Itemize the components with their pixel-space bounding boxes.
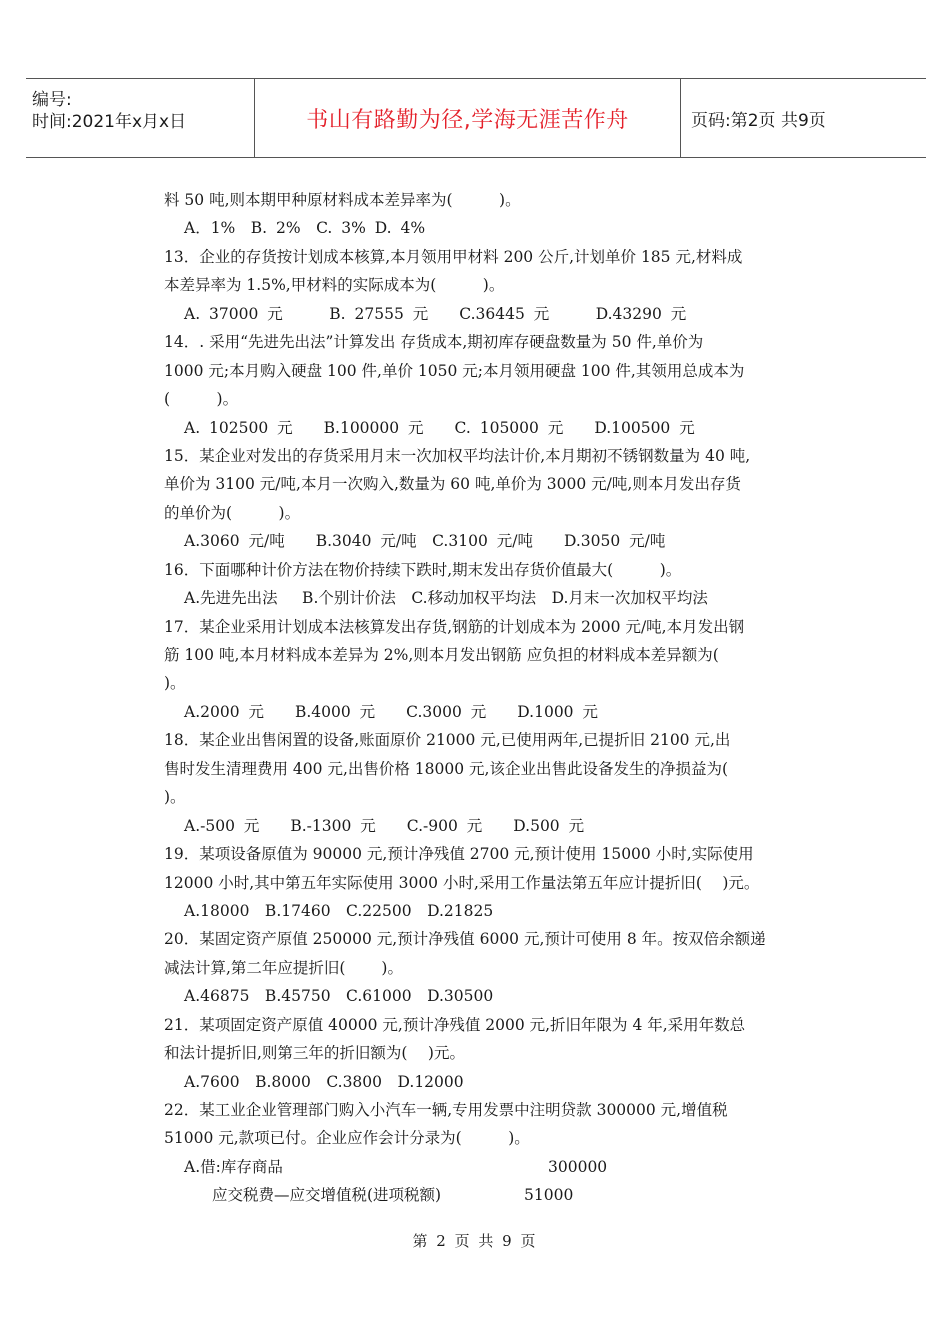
question-17: 17．某企业采用计划成本法核算发出存货,钢筋的计划成本为 2000 元/吨,本月发出钢	[164, 617, 745, 636]
entry-account: A.借:库存商品	[184, 1157, 283, 1176]
text-line: 1000 元;本月购入硬盘 100 件,单价 1050 元;本月领用硬盘 100 件,其领用总成本为	[164, 361, 745, 380]
header-meta-cell	[26, 79, 255, 157]
text-line: 减法计算,第二年应提折旧( )。	[164, 958, 403, 977]
time-label: 时间:2021年x月x日	[32, 112, 187, 132]
motto-text: 书山有路勤为径,学海无涯苦作舟	[306, 107, 629, 133]
answer-options: A. 102500 元 B.100000 元 C. 105000 元 D.100500 元	[184, 418, 695, 437]
answer-options: A.2000 元 B.4000 元 C.3000 元 D.1000 元	[184, 702, 598, 721]
text-line: ( )。	[164, 390, 239, 409]
text-line: 本差异率为 1.5%,甲材料的实际成本为( )。	[164, 276, 505, 295]
question-13: 13．企业的存货按计划成本核算,本月领用甲材料 200 公斤,计划单价 185 元,材料成	[164, 247, 743, 266]
serial-label: 编号:	[32, 90, 72, 110]
answer-options: A.先进先出法 B.个别计价法 C.移动加权平均法 D.月末一次加权平均法	[184, 589, 708, 608]
page-header	[26, 78, 926, 158]
answer-options: A.18000 B.17460 C.22500 D.21825	[184, 901, 494, 920]
question-20: 20．某固定资产原值 250000 元,预计净残值 6000 元,预计可使用 8 年。按双倍余额递	[164, 930, 766, 949]
text-line: 51000 元,款项已付。企业应作会计分录为( )。	[164, 1129, 530, 1148]
text-line: 单价为 3100 元/吨,本月一次购入,数量为 60 吨,单价为 3000 元/吨,则本月发出存货	[164, 475, 741, 494]
question-16: 16．下面哪种计价方法在物价持续下跌时,期末发出存货价值最大( )。	[164, 560, 682, 579]
question-14: 14．. 采用“先进先出法”计算发出 存货成本,期初库存硬盘数量为 50 件,单价为	[164, 333, 704, 352]
header-page-cell	[681, 79, 926, 157]
entry-account: 应交税费—应交增值税(进项税额)	[212, 1186, 442, 1205]
answer-options: A.-500 元 B.-1300 元 C.-900 元 D.500 元	[184, 816, 585, 835]
text-line: 筋 100 吨,本月材料成本差异为 2%,则本月发出钢筋 应负担的材料成本差异额为(	[164, 646, 719, 664]
text-line: 12000 小时,其中第五年实际使用 3000 小时,采用工作量法第五年应计提折旧( )元。	[164, 873, 760, 892]
page-footer: 第 2 页 共 9 页	[412, 1232, 538, 1250]
entry-amount: 51000	[524, 1186, 574, 1205]
question-21: 21．某项固定资产原值 40000 元,预计净残值 2000 元,折旧年限为 4 年,采用年数总	[164, 1015, 746, 1034]
question-19: 19．某项设备原值为 90000 元,预计净残值 2700 元,预计使用 15000 小时,实际使用	[164, 845, 754, 864]
text-line: )。	[164, 788, 186, 807]
journal-entry-debit	[164, 1181, 792, 1209]
text-line: 售时发生清理费用 400 元,出售价格 18000 元,该企业出售此设备发生的净损益为(	[164, 759, 729, 778]
answer-options: A．1% B. 2% C. 3% D. 4%	[184, 219, 426, 238]
question-22: 22．某工业企业管理部门购入小汽车一辆,专用发票中注明贷款 300000 元,增值税	[164, 1101, 728, 1119]
text-line: 料 50 吨,则本期甲种原材料成本差异率为( )。	[164, 191, 521, 209]
answer-options: A.46875 B.45750 C.61000 D.30500	[184, 987, 494, 1006]
answer-options: A.3060 元/吨 B.3040 元/吨 C.3100 元/吨 D.3050 元/吨	[184, 532, 666, 551]
question-15: 15．某企业对发出的存货采用月末一次加权平均法计价,本月期初不锈钢数量为 40 吨,	[164, 446, 751, 465]
text-line: 和法计提折旧,则第三年的折旧额为( )元。	[164, 1044, 465, 1063]
question-18: 18．某企业出售闲置的设备,账面原价 21000 元,已使用两年,已提折旧 2100 元,出	[164, 731, 731, 750]
text-line: )。	[164, 674, 186, 693]
document-body	[164, 186, 792, 1210]
header-motto-cell	[255, 79, 681, 157]
journal-entry-debit	[164, 1153, 792, 1181]
page-code: 页码:第2页 共9页	[691, 110, 826, 131]
answer-options: A. 37000 元 B. 27555 元 C.36445 元 D.43290 元	[184, 304, 687, 323]
answer-options: A.7600 B.8000 C.3800 D.12000	[184, 1072, 464, 1091]
entry-amount: 300000	[548, 1157, 608, 1176]
text-line: 的单价为( )。	[164, 503, 301, 522]
